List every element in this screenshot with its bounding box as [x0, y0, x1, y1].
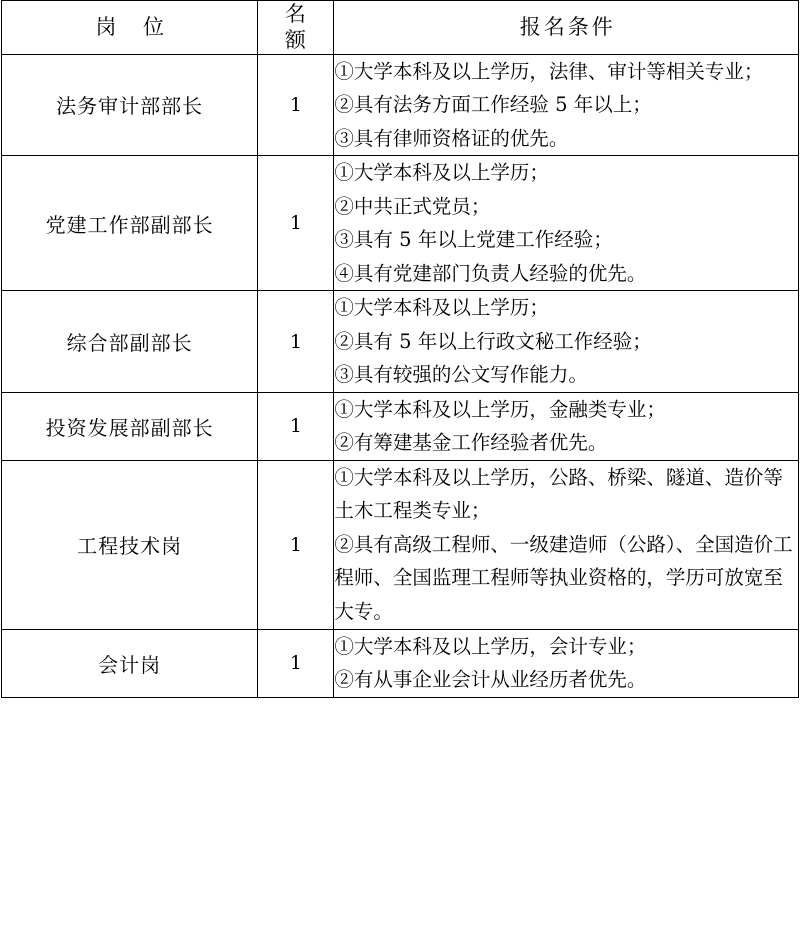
column-header-quota-line1: 名: [284, 2, 307, 26]
condition-line: ①大学本科及以上学历；: [334, 161, 549, 185]
cell-conditions: [334, 156, 799, 291]
condition-line: ②具有 5 年以上行政文秘工作经验；: [334, 329, 652, 353]
cell-conditions: [334, 54, 799, 156]
cell-quota: 1: [258, 629, 334, 697]
column-header-quota-line2: 额: [284, 28, 307, 53]
cell-quota: 1: [258, 392, 334, 460]
cell-conditions: [334, 291, 799, 393]
table-row: [2, 629, 799, 697]
column-header-post: 岗 位: [2, 1, 258, 55]
condition-line: ①大学本科及以上学历，公路、桥梁、隧道、造价等土木工程类专业；: [334, 465, 783, 523]
cell-post: 投资发展部副部长: [2, 392, 258, 460]
condition-line: ②中共正式党员；: [334, 194, 491, 218]
cell-quota: 1: [258, 460, 334, 629]
condition-line: ①大学本科及以上学历，金融类专业；: [334, 397, 666, 421]
table-body: [2, 54, 799, 697]
condition-line: ①大学本科及以上学历；: [334, 296, 549, 320]
column-header-quota: [258, 1, 334, 55]
condition-line: ③具有 5 年以上党建工作经验；: [334, 228, 613, 252]
condition-line: ①大学本科及以上学历，会计专业；: [334, 634, 647, 658]
table-row: [2, 54, 799, 156]
cell-quota: 1: [258, 156, 334, 291]
table-row: [2, 392, 799, 460]
cell-post: 会计岗: [2, 629, 258, 697]
cell-post: 综合部副部长: [2, 291, 258, 393]
cell-post: 法务审计部部长: [2, 54, 258, 156]
cell-conditions: [334, 392, 799, 460]
table-row: [2, 156, 799, 291]
table-header: [2, 1, 799, 55]
cell-conditions: [334, 460, 799, 629]
table-row: [2, 460, 799, 629]
condition-line: ③具有较强的公文写作能力。: [334, 363, 588, 387]
cell-quota: 1: [258, 291, 334, 393]
condition-line: ②具有法务方面工作经验 5 年以上；: [334, 93, 652, 117]
cell-post: 党建工作部副部长: [2, 156, 258, 291]
condition-line: ②有从事企业会计从业经历者优先。: [334, 668, 647, 692]
table-header-row: [2, 1, 799, 55]
condition-line: ③具有律师资格证的优先。: [334, 126, 569, 150]
cell-post: 工程技术岗: [2, 460, 258, 629]
recruitment-table: [1, 0, 799, 698]
condition-line: ②有筹建基金工作经验者优先。: [334, 431, 608, 455]
cell-quota: 1: [258, 54, 334, 156]
table-row: [2, 291, 799, 393]
condition-line: ②具有高级工程师、一级建造师（公路）、全国造价工程师、全国监理工程师等执业资格的，学历可放宽至大专。: [334, 532, 793, 623]
cell-conditions: [334, 629, 799, 697]
column-header-conditions: 报名条件: [334, 1, 799, 55]
condition-line: ④具有党建部门负责人经验的优先。: [334, 261, 647, 285]
condition-line: ①大学本科及以上学历，法律、审计等相关专业；: [334, 59, 764, 83]
